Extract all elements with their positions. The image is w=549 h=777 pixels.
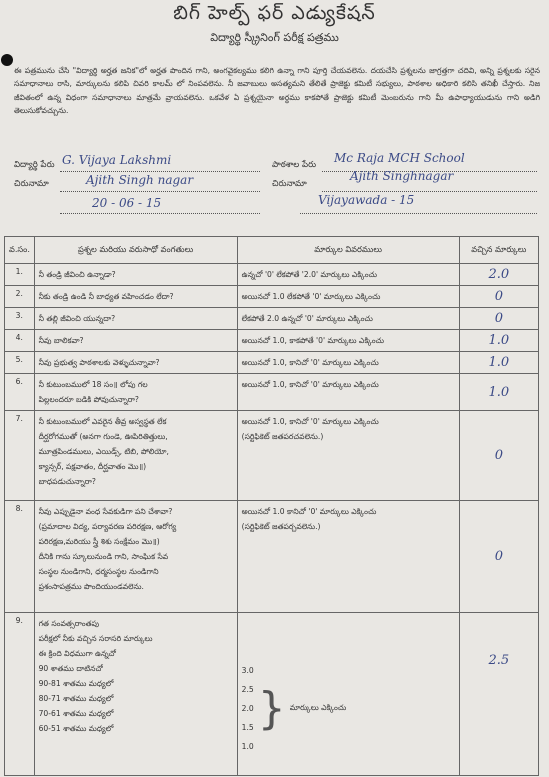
table-row xyxy=(5,613,539,776)
marks-value: 1.0 xyxy=(241,742,254,751)
form-subtitle: విద్యార్థి స్క్రీనింగ్ పరీక్ష పత్రము xyxy=(210,31,339,44)
date-value[interactable]: 20 - 06 - 15 xyxy=(92,196,162,210)
table-header-row xyxy=(5,237,539,264)
row-number: 3. xyxy=(5,308,35,330)
school-name-value[interactable]: Mc Raja MCH School xyxy=(334,151,465,165)
row-number: 2. xyxy=(5,286,35,308)
question-text: నీవు ప్రభుత్వ పాఠశాలకు వెళ్ళుచున్నావా? xyxy=(34,352,237,374)
header-criteria: మార్కుల వివరములు xyxy=(237,237,459,264)
row-number: 7. xyxy=(5,411,35,501)
criteria-text: అయినచో 1.0, కానిచో '0' మార్కులు ఎక్కించు (సర్టిఫికెట్ జతపరచవలెను.) xyxy=(237,411,459,501)
question-text: నీవు బాలికవా? xyxy=(34,330,237,352)
form-title: బిగ్ హెల్ప్ ఫర్ ఎడ్యుకేషన్ xyxy=(173,2,376,24)
screening-table xyxy=(4,236,539,776)
question-text: నీ కుటుంబములో ఎవరైన తీవ్ర అస్వస్థత లేక దీర్ఘరోగముతో (అనగా గుండె, ఊపిరితిత్తులు, మూత్రపిండములు, ఎయిడ్స్, టిబి, పోలియో, క్యాన్సర్, పక్షవాతం, దీర్ఘవాతం మొ॥) బాధపడుచున్నారా? xyxy=(34,411,237,501)
student-name-line xyxy=(60,171,260,172)
criteria-text: అయినచో 1.0, కాకపోతే '0' మార్కులు ఎక్కించు xyxy=(237,330,459,352)
criteria-text: అయినచో 1.0, కానిచో '0' మార్కులు ఎక్కించు xyxy=(237,374,459,411)
date-line xyxy=(60,213,260,214)
table-row xyxy=(5,264,539,286)
score-cell[interactable]: 1.0 xyxy=(459,374,538,411)
table-row xyxy=(5,374,539,411)
criteria-text: అయినచో 1.0, కానిచో '0' మార్కులు ఎక్కించు xyxy=(237,352,459,374)
question-text: గత సంవత్సరాంతపు పరీక్షలో నీకు వచ్చిన సరాసరి మార్కులు ఈ క్రింది విధముగా ఉన్నచో 90 శాతము దాటినచో 90-81 శాతము మధ్యలో 80-71 శాతము మధ్యలో 70-61 శాతము మధ్యలో 60-51 శాతము మధ్యలో xyxy=(34,613,237,776)
score-cell[interactable]: 0 xyxy=(459,501,538,613)
punch-hole xyxy=(1,54,13,66)
marks-value: 2.5 xyxy=(241,685,254,694)
row-number: 6. xyxy=(5,374,35,411)
address-line xyxy=(60,191,260,192)
table-row xyxy=(5,308,539,330)
marks-value: 3.0 xyxy=(241,666,254,675)
table-row xyxy=(5,411,539,501)
marks-instruction: మార్కులు ఎక్కించు xyxy=(289,703,347,712)
header-score: వచ్చిన మార్కులు xyxy=(459,237,538,264)
criteria-text: అయినచో 1.0 కానిచో '0' మార్కులు ఎక్కించు (సర్టిఫికెట్ జతపర్చవలెను.) xyxy=(237,501,459,613)
score-cell[interactable]: 2.0 xyxy=(459,264,538,286)
student-name-label: విద్యార్థి పేరు xyxy=(14,160,55,170)
header-question: ప్రశ్నల మరియు వరుసాధో వంగతులు xyxy=(34,237,237,264)
row-number: 9. xyxy=(5,613,35,776)
score-cell[interactable]: 1.0 xyxy=(459,330,538,352)
header-serial: వ.సం. xyxy=(5,237,35,264)
score-cell[interactable]: 0 xyxy=(459,308,538,330)
marks-value: 1.5 xyxy=(241,723,254,732)
question-text: నీ కుటుంబములో 18 సం॥ లోపు గల పిల్లలందరూ బడికి పోవుచున్నారా? xyxy=(34,374,237,411)
question-text: నీ తల్లి జీవించి యున్నదా? xyxy=(34,308,237,330)
student-name-value[interactable]: G. Vijaya Lakshmi xyxy=(62,153,172,167)
city-value[interactable]: Vijayawada - 15 xyxy=(318,193,415,207)
address-label: చిరునామా xyxy=(14,179,49,189)
criteria-text xyxy=(237,613,459,776)
school-address-line xyxy=(322,191,537,192)
table-row xyxy=(5,330,539,352)
row-number: 5. xyxy=(5,352,35,374)
row-number: 1. xyxy=(5,264,35,286)
school-address-value[interactable]: Ajith Singhnagar xyxy=(350,169,454,183)
criteria-text: అయినచో 1.0 లేకపోతే '0' మార్కులు ఎక్కించు xyxy=(237,286,459,308)
address-value[interactable]: Ajith Singh nagar xyxy=(86,173,194,187)
criteria-text: లేకపోతే 2.0 ఉన్నచో '0' మార్కులు ఎక్కించు xyxy=(237,308,459,330)
score-cell[interactable]: 1.0 xyxy=(459,352,538,374)
question-text: నీ తండ్రి జీవించి ఉన్నాడా? xyxy=(34,264,237,286)
instructions-paragraph: ఈ పత్రమును చేసి "విద్యార్థి అర్హత జనిక"లో అర్హత పొందిన గాని, అంగవైకల్యము కలిగి ఉన్నా గాని పూర్తి చేయవలెను. దయచేసి ప్రశ్నలను జాగ్రత్తగా చదివి, అన్ని ప్రశ్నలకు సరైన సమాధానాలు రాసి, మార్కులను కలిపి చివరి కాలమ్ లో నింపవలెను. నీ జవాబులు అసత్యమని తేలితే ప్రాజెక్టు కమిటీ సభ్యులు, పాఠశాల అధికారి కలిసి తనిఖీ చేస్తారు. నిజ జీవితంలో ఉన్న విధంగా సమాధానాలు మాత్రమే వ్రాయవలెను. ఒకవేళ ఏ ప్రశ్నయైనా అర్థము కాకపోతే ప్రాజెక్టు కమిటీ మెంబరును గాని మీ ఉపాధ్యాయుడును గాని అడిగి తెలుసుకోవచ్చును. xyxy=(14,66,540,115)
brace-symbol: } xyxy=(257,682,286,734)
table-row xyxy=(5,286,539,308)
question-text: నీకు తండ్రి ఉండి నీ బాధ్యత వహించడం లేదా? xyxy=(34,286,237,308)
row-number: 4. xyxy=(5,330,35,352)
marks-value: 2.0 xyxy=(241,704,254,713)
score-cell[interactable]: 2.5 xyxy=(459,613,538,776)
criteria-text: ఉన్నచో '0' లేకపోతే '2.0' మార్కులు ఎక్కించు xyxy=(237,264,459,286)
city-line xyxy=(300,213,537,214)
question-text: నీవు ఎప్పుడైనా వంధ సేవకుడిగా పని చేశావా? (ప్రమాదాల విద్య, పర్యావరణ పరిరక్షణ, ఆరోగ్య పరిరక్షణ,మరియు స్త్రీ శిశు సంక్షేమం మొ॥) దీనికి గాను స్కూలునుండి గాని, సాంఘిక సేవ సంస్థల నుండిగాని, ధర్మసంస్థల నుండిగాని ప్రశంసాపత్రము పొందియుండవలెను. xyxy=(34,501,237,613)
score-cell[interactable]: 0 xyxy=(459,286,538,308)
row-number: 8. xyxy=(5,501,35,613)
table-row xyxy=(5,501,539,613)
school-address-label: చిరునామా xyxy=(272,179,307,189)
score-cell[interactable]: 0 xyxy=(459,411,538,501)
school-name-label: పాఠశాల పేరు xyxy=(272,160,317,170)
table-row xyxy=(5,352,539,374)
